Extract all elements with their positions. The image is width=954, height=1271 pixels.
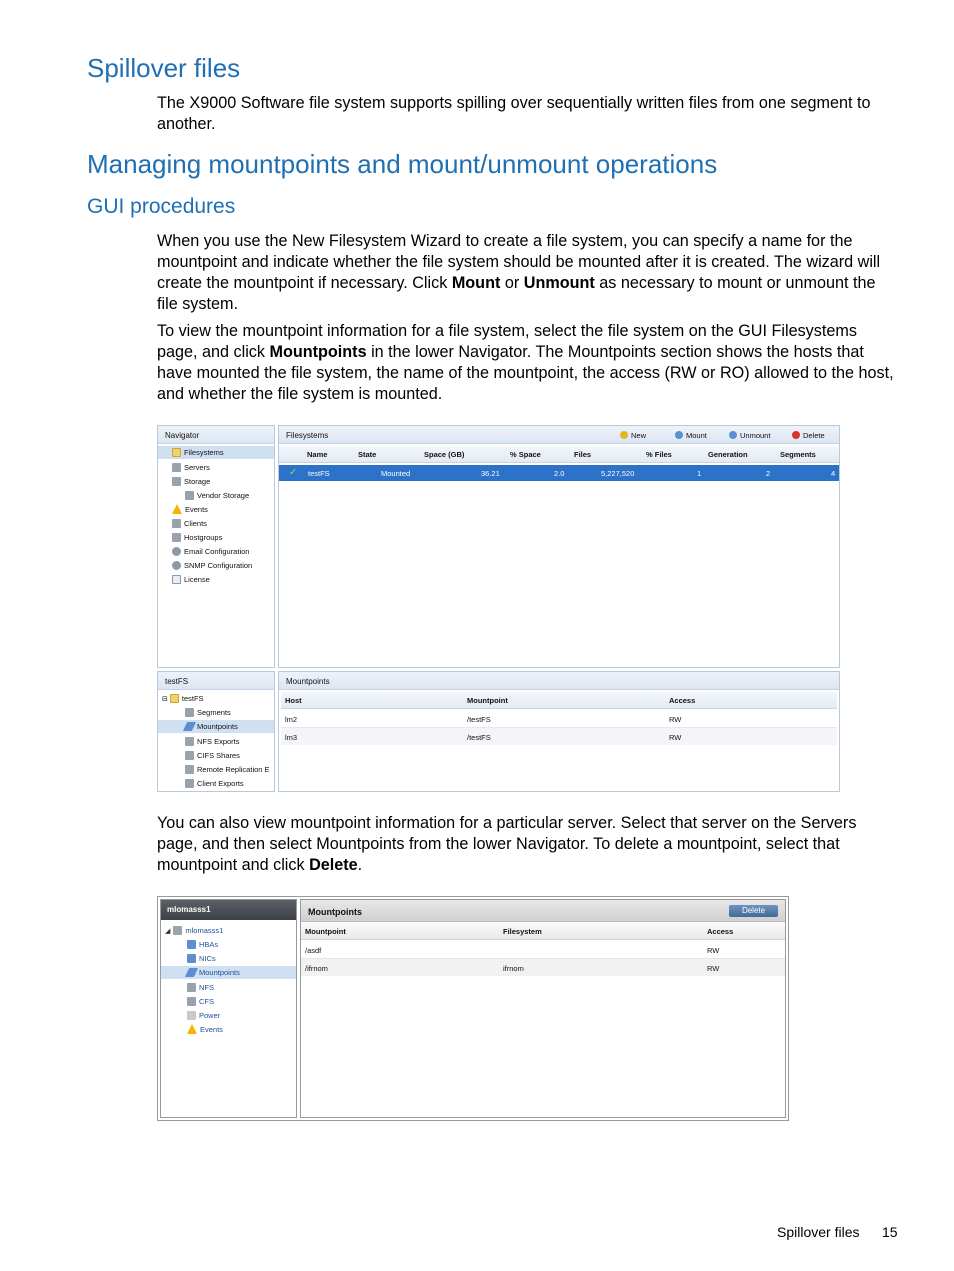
lower-nav-testfs[interactable]: ⊟ testFS xyxy=(162,694,204,703)
section-title-managing: Managing mountpoints and mount/unmount operations xyxy=(87,149,718,179)
nav-item-clients[interactable]: Clients xyxy=(172,517,207,530)
new-button[interactable]: New xyxy=(620,431,646,440)
paragraph-gui-1: When you use the New Filesystem Wizard to create a file system, you can specify a name for the mountpoint and indicate whether the file system should be mounted after it is created. The wizard will create the mountpoint if necessary. Click Mount or Unmount as necessary to mount or unmount the file system. xyxy=(157,232,881,313)
nfs-icon xyxy=(185,737,194,746)
lightning-icon xyxy=(187,1024,197,1034)
check-icon: ✓ xyxy=(289,467,298,478)
unmount-button[interactable]: Unmount xyxy=(729,431,770,440)
subsection-title-gui: GUI procedures xyxy=(87,195,236,218)
cifs-icon xyxy=(185,751,194,760)
nav-item-servers[interactable]: Servers xyxy=(172,461,210,474)
col-generation[interactable]: Generation xyxy=(708,450,748,459)
tree-item-mountpoints[interactable]: Mountpoints xyxy=(161,966,296,979)
tree-item-power[interactable]: Power xyxy=(187,1009,220,1022)
tree-item-nfs[interactable]: NFS xyxy=(187,981,214,994)
nav-item-events[interactable]: Events xyxy=(172,503,208,516)
filesystems-screenshot xyxy=(157,425,840,792)
mountpoints-pane xyxy=(278,671,840,792)
col-segments[interactable]: Segments xyxy=(780,450,816,459)
mount-term: Mount xyxy=(451,274,501,292)
col-name[interactable]: Name xyxy=(307,450,328,459)
table-row[interactable]: /asdf RW xyxy=(301,941,785,959)
lower-nav-remote-replication[interactable]: Remote Replication E xyxy=(185,763,270,776)
navigator-title: Navigator xyxy=(158,426,274,444)
lower-nav-nfs-exports[interactable]: NFS Exports xyxy=(185,735,240,748)
vendor-storage-icon xyxy=(185,491,194,500)
plug-icon xyxy=(185,968,198,977)
col-space[interactable]: Space (GB) xyxy=(424,450,465,459)
cfs-icon xyxy=(187,997,196,1006)
filesystems-grid-header xyxy=(279,446,839,463)
mount-button[interactable]: Mount xyxy=(675,431,707,440)
delete-button[interactable]: Delete xyxy=(729,905,778,917)
col-filesystem[interactable]: Filesystem xyxy=(503,927,542,936)
gear-icon xyxy=(172,547,181,556)
hba-icon xyxy=(187,940,196,949)
replication-icon xyxy=(185,765,194,774)
col-mountpoint[interactable]: Mountpoint xyxy=(467,696,508,705)
delete-icon xyxy=(792,431,800,439)
lower-nav-mountpoints[interactable]: Mountpoints xyxy=(158,720,274,733)
lower-navigator-title: testFS xyxy=(158,672,274,690)
tree-item-hbas[interactable]: HBAs xyxy=(187,938,218,951)
mountpoints-panel xyxy=(300,899,786,1118)
col-mountpoint[interactable]: Mountpoint xyxy=(305,927,346,936)
tree-item-cfs[interactable]: CFS xyxy=(187,995,214,1008)
clients-icon xyxy=(172,519,181,528)
server-icon xyxy=(173,926,182,935)
col-host[interactable]: Host xyxy=(285,696,302,705)
hostgroups-icon xyxy=(172,533,181,542)
delete-button[interactable]: Delete xyxy=(792,431,825,440)
table-row[interactable]: /ifrnom ifrnom RW xyxy=(301,959,785,976)
mountpoints-title: Mountpoints xyxy=(279,672,839,690)
document-icon xyxy=(172,575,181,584)
delete-term: Delete xyxy=(309,856,358,874)
lightning-icon xyxy=(172,504,182,514)
footer-section: Spillover files xyxy=(777,1224,860,1240)
server-tree-pane xyxy=(160,899,297,1118)
mountpoints-panel-title: Mountpoints xyxy=(301,900,785,922)
lower-nav-cifs-shares[interactable]: CIFS Shares xyxy=(185,749,240,762)
nfs-icon xyxy=(187,983,196,992)
section-title-spillover: Spillover files xyxy=(87,53,241,83)
paragraph-spillover: The X9000 Software file system supports spilling over sequentially written files from one segment to another. xyxy=(157,94,871,133)
folder-icon xyxy=(172,448,181,457)
filesystems-title: Filesystems xyxy=(279,426,839,444)
lower-navigator-pane xyxy=(157,671,275,792)
nav-item-storage[interactable]: Storage xyxy=(172,475,210,488)
col-pct-files[interactable]: % Files xyxy=(646,450,672,459)
server-name-header: mlomasss1 xyxy=(161,900,296,920)
unplug-icon xyxy=(729,431,737,439)
nav-item-license[interactable]: License xyxy=(172,573,210,586)
server-icon xyxy=(172,463,181,472)
nav-item-snmp-configuration[interactable]: SNMP Configuration xyxy=(172,559,252,572)
col-access[interactable]: Access xyxy=(669,696,696,705)
lower-nav-segments[interactable]: Segments xyxy=(185,706,231,719)
folder-icon xyxy=(170,694,179,703)
plug-icon xyxy=(183,722,196,731)
exports-icon xyxy=(185,779,194,788)
col-files[interactable]: Files xyxy=(574,450,592,459)
server-mountpoints-screenshot xyxy=(157,896,789,1121)
nav-item-vendor-storage[interactable]: Vendor Storage xyxy=(185,489,249,502)
tree-item-nics[interactable]: NICs xyxy=(187,952,216,965)
gear-icon xyxy=(172,561,181,570)
wand-icon xyxy=(620,431,628,439)
nav-item-hostgroups[interactable]: Hostgroups xyxy=(172,531,222,544)
mountpoints-grid-header xyxy=(281,692,837,709)
storage-icon xyxy=(172,477,181,486)
table-row[interactable]: ✓ testFS Mounted 36.21 2.0 5,227,520 1 2 4 xyxy=(279,465,839,481)
table-row[interactable]: lm2 /testFS RW xyxy=(281,710,837,728)
col-state[interactable]: State xyxy=(358,450,377,459)
tree-item-server[interactable]: ◢ mlomasss1 xyxy=(165,926,224,935)
server-mountpoints-grid-header xyxy=(301,923,785,940)
col-pct-space[interactable]: % Space xyxy=(510,450,541,459)
table-row[interactable]: lm3 /testFS RW xyxy=(281,728,837,745)
paragraph-gui-2: To view the mountpoint information for a file system, select the file system on the GUI Filesystems page, and click Mountpoints in the lower Navigator. The Mountpoints section shows the hosts that have mounted the file system, the name of the mountpoint, the access (RW or RO) allowed to the host, and whether the file system is mounted. xyxy=(157,322,894,403)
nic-icon xyxy=(187,954,196,963)
power-icon xyxy=(187,1011,196,1020)
unmount-term: Unmount xyxy=(523,274,595,292)
filesystems-pane xyxy=(278,425,840,668)
plug-icon xyxy=(675,431,683,439)
tree-item-events[interactable]: Events xyxy=(187,1023,223,1036)
mountpoints-term: Mountpoints xyxy=(269,343,367,361)
segments-icon xyxy=(185,708,194,717)
page-number: 15 xyxy=(882,1224,898,1240)
paragraph-gui-3: You can also view mountpoint information for a particular server. Select that server on the Servers page, and then select Mountpoints from the lower Navigator. To delete a mountpoint, select that mountpoint and click Delete. xyxy=(157,814,857,874)
nav-item-email-configuration[interactable]: Email Configuration xyxy=(172,545,249,558)
nav-item-filesystems[interactable]: Filesystems xyxy=(158,446,274,459)
navigator-pane xyxy=(157,425,275,668)
lower-nav-client-exports[interactable]: Client Exports xyxy=(185,777,244,790)
col-access[interactable]: Access xyxy=(707,927,734,936)
